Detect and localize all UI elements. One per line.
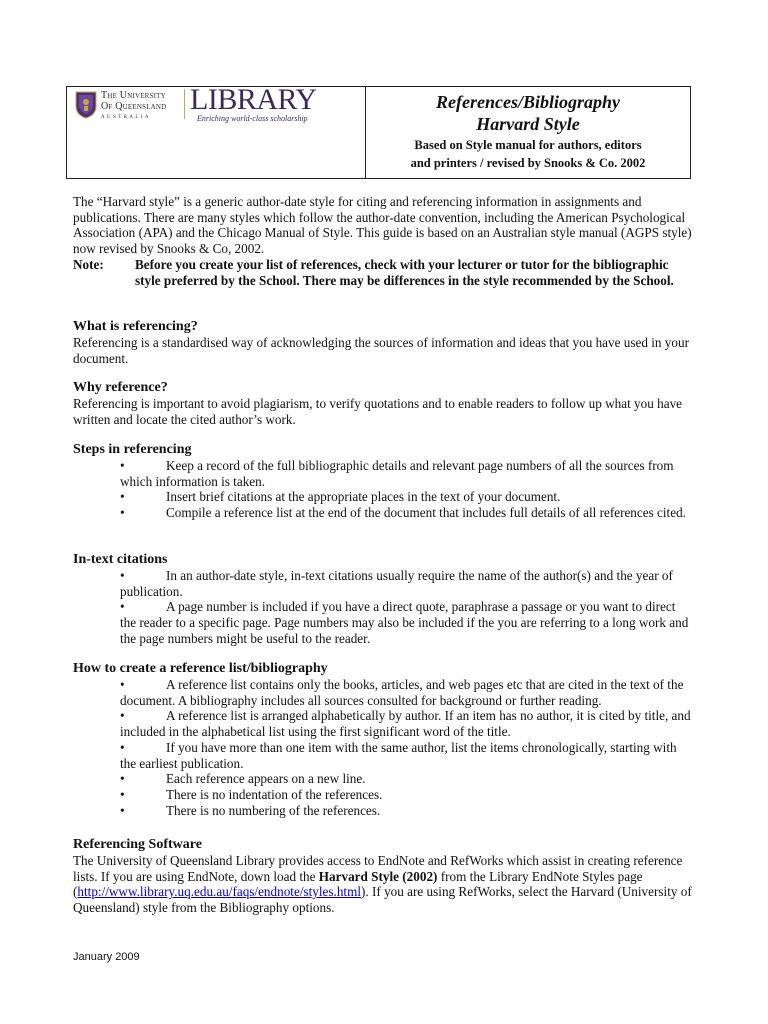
section-heading: Steps in referencing <box>73 442 192 457</box>
university-name <box>101 90 166 112</box>
note-text: Before you create your list of references, check with your lecturer or tutor for the bibliographic style preferred by the School. There may be differences in the style recommended by the School. <box>135 256 674 288</box>
bullet-icon: • <box>120 505 125 521</box>
library-tagline: Enriching world-class scholarship <box>197 114 308 123</box>
section-what-is-referencing <box>73 318 693 366</box>
list-item <box>73 740 693 771</box>
list-item-text: Insert brief citations at the appropriate places in the text of your document. <box>166 489 561 505</box>
section-heading: Why reference? <box>73 380 168 395</box>
bullet-icon: • <box>120 802 125 818</box>
bullet-icon: • <box>120 677 125 692</box>
footer-date: January 2009 <box>73 951 140 963</box>
list-item-text: A reference list is arranged alphabetically by author. If an item has no author, it is cited by title, and included in the alphabetical list using the first significant word of the title. <box>120 708 691 740</box>
section-why-reference <box>73 379 693 427</box>
section-steps <box>73 441 693 521</box>
intro-block <box>73 194 693 288</box>
list-item-text: Each reference appears on a new line. <box>166 771 366 787</box>
list-item <box>73 803 693 819</box>
university-name-line1: The University <box>101 90 166 101</box>
university-country: AUSTRALIA <box>101 115 151 120</box>
list-item <box>73 708 693 739</box>
section-heading: In-text citations <box>73 552 168 567</box>
bullet-icon: • <box>120 786 125 802</box>
document-title-line1: References/Bibliography <box>436 92 620 112</box>
bullet-icon: • <box>120 599 125 615</box>
list-item <box>73 489 693 505</box>
list-item-text: If you have more than one item with the same author, list the items chronologically, starting with the earliest publication. <box>120 739 677 771</box>
university-name-line2: Of Queensland <box>101 101 167 112</box>
section-text: Referencing is a standardised way of acknowledging the sources of information and ideas that you have used in your document. <box>73 335 689 366</box>
logo-cell <box>67 83 366 178</box>
harvard-style-bold: Harvard Style (2002) <box>318 868 438 884</box>
list-item-text: In an author-date style, in-text citations usually require the name of the author(s) and the year of publication. <box>120 568 673 599</box>
university-crest-icon <box>75 91 97 119</box>
note <box>73 257 693 288</box>
header-table <box>66 83 691 179</box>
software-text-3: ). If you are using RefWorks, select the Harvard (University of Queensland) style from the Bibliography options. <box>73 884 692 916</box>
list-item <box>73 787 693 803</box>
endnote-styles-link[interactable]: http://www.library.uq.edu.au/faqs/endnote/styles.html <box>77 884 362 900</box>
software-text-1: The University of Queensland Library provides access to EndNote and RefWorks which assist in creating reference lists. If you are using EndNote, down load the <box>73 853 683 884</box>
bullet-icon: • <box>120 771 125 787</box>
section-text: Referencing is important to avoid plagiarism, to verify quotations and to enable readers to follow up what you have written and locate the cited author’s work. <box>73 396 683 427</box>
list-item <box>73 568 693 599</box>
list-item-text: There is no indentation of the references. <box>166 786 383 802</box>
list-item-text: There is no numbering of the references. <box>166 802 381 818</box>
section-in-text-citations <box>73 551 693 647</box>
bullet-icon: • <box>120 708 125 724</box>
title-cell <box>366 87 690 178</box>
list-item <box>73 677 693 708</box>
note-label: Note: <box>73 256 104 272</box>
bullet-icon: • <box>120 739 125 755</box>
document-subtitle-line2: and printers / revised by Snooks & Co. 2002 <box>410 156 646 170</box>
bullet-icon: • <box>120 568 125 583</box>
list-item-text: A page number is included if you have a direct quote, paraphrase a passage or you want to direct the reader to a specific page. Page numbers may also be included if the you are referring to a long work and the page numbers might be useful to the reader. <box>120 599 689 646</box>
document-subtitle-line1: Based on Style manual for authors, editors <box>414 138 642 152</box>
bullet-icon: • <box>120 458 125 473</box>
section-referencing-software <box>73 836 693 916</box>
section-heading: How to create a reference list/bibliography <box>73 661 328 676</box>
list-item <box>73 505 693 521</box>
section-heading: What is referencing? <box>73 319 198 334</box>
section-how-to-create <box>73 660 693 818</box>
list-item <box>73 458 693 489</box>
list-item-text: Keep a record of the full bibliographic details and relevant page numbers of all the sources from which information is taken. <box>120 458 674 489</box>
logo-divider <box>184 89 185 119</box>
bullet-icon: • <box>120 489 125 505</box>
list-item-text: A reference list contains only the books, articles, and web pages etc that are cited in the text of the document. A bibliography includes all sources consulted for background or further reading. <box>120 677 684 708</box>
list-item-text: Compile a reference list at the end of the document that includes full details of all references cited. <box>166 505 686 521</box>
software-text-2: from the Library EndNote Styles page ( <box>73 868 643 900</box>
list-item <box>73 771 693 787</box>
document-title-line2: Harvard Style <box>476 114 580 134</box>
section-heading: Referencing Software <box>73 837 202 852</box>
list-item <box>73 599 693 646</box>
library-wordmark: LIBRARY <box>190 83 317 116</box>
intro-paragraph: The “Harvard style” is a generic author-date style for citing and referencing information in assignments and publications. There are many styles which follow the author-date convention, including the American Psychological Association (APA) and the Chicago Manual of Style. This guide is based on an Australian style manual (AGPS style) now revised by Snooks & Co, 2002. <box>73 194 692 257</box>
section-text <box>73 853 693 916</box>
